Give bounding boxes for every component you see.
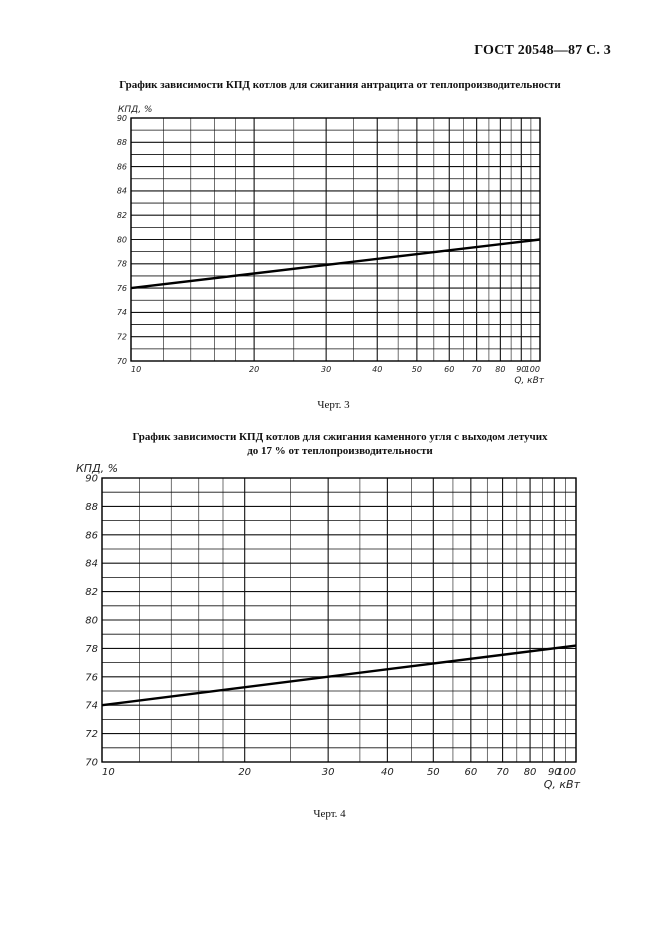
chart-2-title-line1: График зависимости КПД котлов для сжигания каменного угля с выходом летучих — [132, 431, 548, 443]
chart-1-y-tick-label: 86 — [116, 162, 127, 172]
chart-2-y-tick-label: 88 — [85, 501, 98, 513]
chart-2-x-tick-label: 50 — [426, 767, 440, 778]
chart-1-x-tick-label: 80 — [495, 365, 506, 374]
chart-1-x-tick-label: 10 — [131, 365, 142, 374]
chart-1-x-axis-label: Q, кВт — [514, 376, 544, 386]
chart-1-x-tick-label: 40 — [372, 365, 383, 374]
chart-1-y-tick-label: 72 — [116, 332, 127, 342]
chart-2-x-axis-label: Q, кВт — [543, 778, 580, 791]
chart-1-y-tick-label: 76 — [116, 283, 127, 293]
chart-1-x-tick-label: 50 — [411, 365, 422, 374]
chart-1-y-tick-label: 88 — [116, 138, 127, 148]
chart-2-y-tick-label: 78 — [85, 643, 98, 655]
chart-1-y-tick-label: 70 — [116, 356, 127, 366]
chart-2-y-axis-label: КПД, % — [76, 462, 119, 475]
chart-2-x-tick-label: 10 — [102, 767, 115, 778]
chart-2-title — [40, 430, 640, 458]
chart-1-x-tick-label: 60 — [444, 365, 455, 374]
chart-1-y-tick-label: 90 — [116, 113, 127, 123]
chart-2-y-tick-label: 82 — [85, 587, 98, 599]
chart-2-x-tick-label: 60 — [464, 767, 478, 778]
chart-2-y-tick-label: 90 — [85, 473, 98, 485]
chart-1-y-tick-label: 84 — [116, 186, 127, 196]
chart-2-x-tick-label: 90 — [547, 767, 561, 778]
chart-2-y-tick-label: 76 — [85, 672, 98, 684]
chart-2-y-tick-label: 74 — [85, 700, 98, 712]
chart-1-y-tick-label: 82 — [116, 211, 127, 220]
chart-1 — [0, 96, 661, 396]
chart-2-y-tick-label: 70 — [85, 757, 98, 769]
chart-2-x-tick-label: 100 — [556, 767, 576, 778]
page-header: ГОСТ 20548—87 С. 3 — [474, 43, 611, 58]
chart-2-x-tick-label: 70 — [496, 767, 509, 778]
chart-2 — [0, 455, 661, 805]
chart-2-title-line2: до 17 % от теплопроизводительности — [247, 445, 433, 457]
chart-2-x-tick-label: 30 — [321, 767, 335, 778]
chart-1-y-tick-label: 74 — [116, 308, 127, 318]
chart-2-x-tick-label: 20 — [238, 767, 252, 778]
chart-2-x-tick-label: 40 — [381, 767, 394, 778]
chart-1-y-tick-label: 80 — [116, 235, 127, 245]
chart-2-y-tick-label: 80 — [85, 615, 98, 627]
chart-1-x-tick-label: 30 — [321, 365, 332, 374]
chart-1-x-tick-label: 70 — [471, 365, 482, 374]
chart-2-x-tick-label: 80 — [523, 767, 537, 778]
chart-1-title: График зависимости КПД котлов для сжигания антрацита от теплопроизводительности — [119, 79, 561, 91]
chart-2-y-tick-label: 72 — [85, 729, 98, 741]
chart-2-series-line — [102, 646, 576, 706]
chart-1-x-tick-label: 100 — [524, 365, 540, 374]
chart-1-x-tick-label: 90 — [516, 365, 527, 374]
chart-1-y-axis-label: КПД, % — [118, 105, 153, 115]
chart-1-x-tick-label: 20 — [249, 365, 260, 374]
chart-2-caption: Черт. 4 — [313, 808, 346, 820]
chart-2-y-tick-label: 84 — [85, 558, 98, 570]
chart-1-caption: Черт. 3 — [317, 399, 350, 411]
chart-1-y-tick-label: 78 — [116, 259, 127, 269]
chart-2-y-tick-label: 86 — [85, 530, 98, 542]
